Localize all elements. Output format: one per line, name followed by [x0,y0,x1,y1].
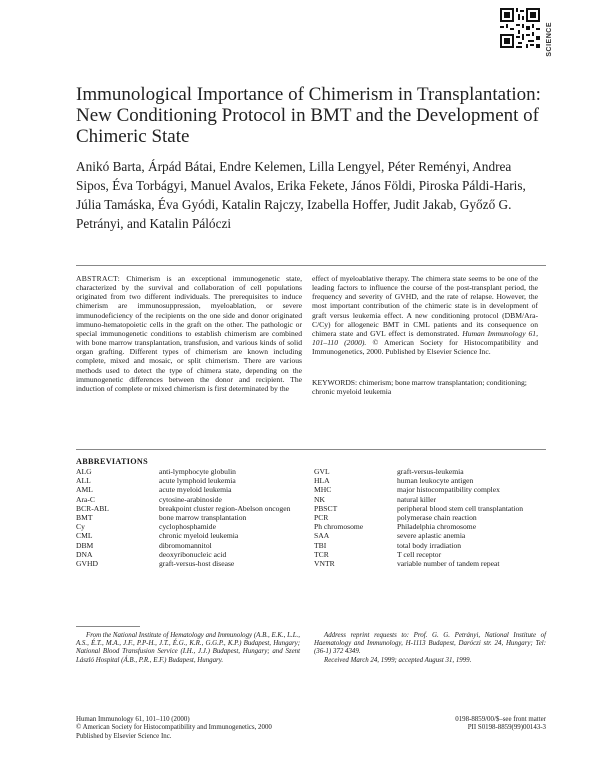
pii-line: PII S0198-8859(99)00143-3 [467,724,546,732]
abbreviation-definition: breakpoint cluster region-Abelson oncogen [159,503,291,513]
abbreviation-definition: graft-versus-leukemia [397,467,464,476]
abbreviation-term: Ph chromosome [314,522,364,532]
abbreviation-row [76,513,306,522]
abbreviation-term: PCR [314,513,329,523]
abbreviation-row [314,541,546,550]
abbreviation-definition: T cell receptor [397,549,442,559]
journal-publisher: Published by Elsevier Science Inc. [76,732,172,740]
footnote-divider [76,626,140,627]
abstract-right-column [312,274,538,356]
abbreviation-term: ALL [76,476,91,486]
abbreviation-row [314,513,546,522]
abbreviation-term: BCR-ABL [76,503,109,513]
abbreviation-definition: chronic myeloid leukemia [159,531,239,541]
abbreviation-term: Cy [76,522,85,532]
abbreviation-row [314,476,546,485]
abbreviation-row [76,559,306,568]
abstract-copyright: © American Society for Histocompatibility and Immunogenetics, 2000. Published by Elsevier Science Inc. [312,338,539,357]
abbreviation-term: MHC [314,485,332,495]
keywords [312,378,538,396]
abbreviation-row [314,485,546,494]
qr-code-icon [498,6,542,50]
abbreviation-term: TCR [314,549,329,559]
abbreviation-term: TBI [314,540,327,550]
abbreviation-row [76,522,306,531]
author-list: Anikó Barta, Árpád Bátai, Endre Kelemen, Lilla Lengyel, Péter Reményi, Andrea Sipos, Éva Torbágyi, Manuel Avalos, Erika Fekete, János Földi, Piroska Páldi-Haris, Júlia Tamáska, Éva Gyódi, Katalin Rajczy, Izabella Hoffer, Judit Jakab, Győző G. Petrányi, and Katalin Pálóczi [76,159,526,231]
abbreviation-row [76,550,306,559]
abbreviation-row [314,531,546,540]
abbreviation-row [314,559,546,568]
correspondence-footnote [314,632,546,665]
publisher-brand-label: SCIENCE [546,22,553,57]
abbreviations-heading: ABBREVIATIONS [76,457,148,466]
abstract-text-left: Chimerism is an exceptional immunogenetic state, characterized by the survival and collaboration of cell populations originated from two different individuals. The prerequisites to induce chimerism are immunosuppression, myeloablation, or severe immunodeficiency of the recipients on the one side and donor originated immuno-hematopoietic cells in the graft on the other. The pathologic or special immunogenetic conditions to establish chimerism are combined with bone marrow transplantation, transfusion, and various kinds of solid organ grafting. Different types of chimerism are known including complete, mixed and mosaic, or split chimerism. There are various methods used to detect the type of chimera state, depending on the immunogenetic differences between the donor and recipient. The induction of complete or mixed chimerism is first determinated by the [76,274,302,393]
abbreviation-term: SAA [314,531,330,541]
abbreviation-row [76,531,306,540]
divider [76,265,546,266]
abbreviation-row [314,504,546,513]
abbreviation-definition: Philadelphia chromosome [397,522,477,532]
abbreviations-left-list [76,467,306,568]
abbreviations-right-list [314,467,546,568]
abstract-text-right: effect of myeloablative therapy. The chimera state seems to be one of the leading factors to influence the course of the post-transplant period, the frequency and severity of GVHD, and the rate of relapse. However, the most important contribution of the chimeric state is in development of graft versus leukemia effect. A new conditioning protocol (DBM/Ara-C/Cy) for allogeneic BMT in CML patients and its consequence on chimera state and GVL effect is demonstrated. [312,274,538,338]
abbreviation-definition: anti-lymphocyte globulin [159,467,236,476]
abbreviation-term: Ara-C [76,494,95,504]
abbreviation-definition: acute lymphoid leukemia [159,476,236,486]
abbreviation-definition: graft-versus-host disease [159,559,235,569]
abbreviation-definition: bone marrow transplantation [159,513,247,523]
abbreviation-term: CML [76,531,93,541]
journal-citation: Human Immunology 61, 101–110 (2000) [76,716,190,723]
abbreviation-row [76,541,306,550]
keywords-text: chimerism; bone marrow transplantation; conditioning; chronic myeloid leukemia [312,378,527,397]
abbreviation-row [314,467,546,476]
abbreviation-term: AML [76,485,93,495]
abbreviation-definition: severe aplastic anemia [397,531,466,541]
received-footnote: Received March 24, 1999; accepted August 31, 1999. [324,656,472,664]
abbreviation-definition: total body irradiation [397,540,462,550]
article-title: Immunological Importance of Chimerism in Transplantation: New Conditioning Protocol in BMT and the Development of Chimeric State [76,84,541,147]
abbreviation-term: PBSCT [314,503,338,513]
abbreviation-term: NK [314,494,325,504]
abbreviation-definition: dibromomannitol [159,540,212,550]
keywords-label: KEYWORDS: [312,378,358,387]
abbreviation-definition: variable number of tandem repeat [397,559,500,569]
abbreviation-row [314,550,546,559]
abbreviation-term: GVHD [76,559,98,569]
abbreviation-row [76,495,306,504]
abbreviation-term: DBM [76,540,94,550]
abbreviation-term: VNTR [314,559,335,569]
abbreviation-row [76,476,306,485]
abbreviation-row [314,495,546,504]
abbreviation-definition: human leukocyte antigen [397,476,474,486]
journal-copyright: © American Society for Histocompatibility and Immunogenetics, 2000 [76,724,272,732]
journal-info [76,716,376,741]
abbreviation-term: ALG [76,467,92,476]
abbreviation-definition: peripheral blood stem cell transplantation [397,503,524,513]
abbreviation-row [76,467,306,476]
abstract-citation: Human Immunology 61, 101–110 (2000). [312,328,538,348]
abbreviation-definition: natural killer [397,494,437,504]
abbreviation-row [76,485,306,494]
issn-line: 0198-8859/00/$–see front matter [455,716,546,723]
abstract-label: ABSTRACT: [76,274,121,283]
abbreviation-term: HLA [314,476,330,486]
address-footnote: Address reprint requests to: Prof. G. G. Petrányi, National Institute of Haematology and Immunology, H-1113 Budapest, Daróczi str. 24, Hungary; Tel: (36-1) 372 4349. [314,632,546,656]
abbreviation-term: DNA [76,549,93,559]
abbreviation-term: BMT [76,513,93,523]
abbreviation-definition: polymerase chain reaction [397,513,477,523]
abstract-left-column [76,274,302,393]
abbreviation-definition: acute myeloid leukemia [159,485,232,495]
abbreviation-term: GVL [314,467,330,476]
divider [76,449,546,450]
abbreviation-definition: cyclophosphamide [159,522,216,532]
abbreviation-definition: cytosine-arabinoside [159,494,222,504]
affiliation-footnote: From the National Institute of Hematology and Immunology (A.B., E.K., L.L., A.S., É.T., M.A., J.F., P.P-H., J.T., É.G., K.R., G.G.P., K.P.) Budapest, Hungary; National Blood Transfusion Service (I.H., J.J.) Budapest, Hungary; and Szent László Hospital (Á.B., P.R., E.F.) Budapest, Hungary. [76,632,300,664]
abbreviation-definition: major histocompatibility complex [397,485,500,495]
article-identifiers [380,716,546,733]
abbreviation-definition: deoxyribonucleic acid [159,549,227,559]
abbreviation-row [314,522,546,531]
abbreviation-row [76,504,306,513]
